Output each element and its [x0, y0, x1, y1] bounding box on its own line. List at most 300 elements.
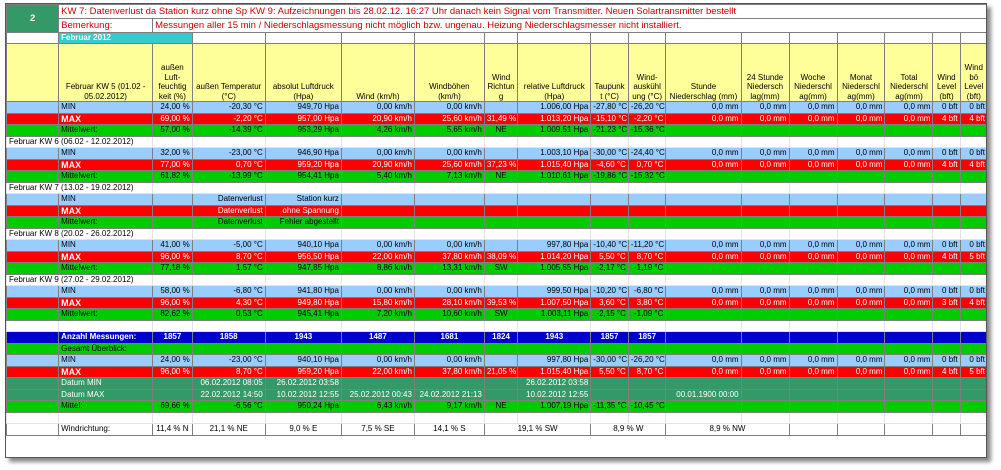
cell[interactable] [591, 343, 629, 355]
cell[interactable] [741, 309, 789, 321]
cell[interactable]: 0,0 mm [885, 355, 933, 367]
cell[interactable] [741, 332, 789, 344]
cell[interactable] [341, 378, 414, 390]
cell[interactable] [885, 182, 933, 194]
cell[interactable] [7, 355, 59, 367]
cell[interactable] [885, 205, 933, 217]
cell[interactable] [7, 401, 59, 413]
cell[interactable] [341, 217, 414, 229]
cell[interactable]: 37,23 % [484, 159, 517, 171]
cell[interactable] [192, 412, 265, 424]
cell[interactable] [837, 412, 885, 424]
cell[interactable]: 0,0 mm [741, 159, 789, 171]
count-label[interactable]: Anzahl Messungen: [59, 332, 153, 344]
cell[interactable]: 22,00 km/h [341, 366, 414, 378]
row-label[interactable]: MIN [59, 102, 153, 114]
cell[interactable] [741, 274, 789, 286]
cell[interactable]: -6,56 °C [192, 401, 265, 413]
cell[interactable]: 22.02.2012 14:50 [192, 389, 265, 401]
cell[interactable]: 26.02.2012 03:58 [265, 378, 341, 390]
cell[interactable] [789, 401, 837, 413]
cell[interactable] [933, 320, 960, 332]
cell[interactable] [7, 297, 59, 309]
cell[interactable]: 0 bft [960, 240, 987, 252]
cell[interactable]: 997,80 Hpa [518, 240, 591, 252]
cell[interactable]: 1.010,61 Hpa [518, 171, 591, 183]
cell[interactable] [192, 33, 265, 44]
cell[interactable] [666, 332, 741, 344]
row-label[interactable]: MIN [59, 148, 153, 160]
cell[interactable]: 0,0 mm [885, 113, 933, 125]
cell[interactable] [837, 309, 885, 321]
cell[interactable]: 1.005,55 Hpa [518, 263, 591, 275]
cell[interactable] [666, 343, 741, 355]
cell[interactable] [741, 136, 789, 148]
cell[interactable] [484, 412, 517, 424]
cell[interactable]: 0,0 mm [885, 159, 933, 171]
column-header[interactable]: Wind-auskühl ung (°C) [628, 44, 666, 102]
cell[interactable] [837, 182, 885, 194]
cell[interactable] [7, 205, 59, 217]
cell[interactable]: 4,30 °C [192, 297, 265, 309]
row-label[interactable]: Mittelwert: [59, 125, 153, 137]
column-header[interactable]: Wind Level (bft) [933, 44, 960, 102]
cell[interactable] [153, 378, 193, 390]
cell[interactable] [960, 309, 987, 321]
cell[interactable] [789, 205, 837, 217]
cell[interactable] [414, 320, 484, 332]
cell[interactable]: 0,0 mm [741, 240, 789, 252]
cell[interactable]: 82,62 % [153, 309, 193, 321]
row-label[interactable]: Mittel: [59, 401, 153, 413]
cell[interactable]: 0,0 mm [837, 366, 885, 378]
row-label[interactable]: MIN [59, 194, 153, 206]
cell[interactable]: -10,20 °C [591, 286, 629, 298]
cell[interactable]: -19,86 °C [591, 171, 629, 183]
cell[interactable] [960, 389, 987, 401]
cell[interactable] [789, 343, 837, 355]
cell[interactable]: -30,00 °C [591, 355, 629, 367]
row-label[interactable]: MIN [59, 355, 153, 367]
cell[interactable] [414, 412, 484, 424]
cell[interactable] [628, 194, 666, 206]
cell[interactable] [837, 343, 885, 355]
cell[interactable]: 953,29 Hpa [265, 125, 341, 137]
row-label[interactable]: Mittelwert: [59, 171, 153, 183]
remark-label[interactable]: Bemerkung: [59, 19, 153, 33]
cell[interactable]: 0,0 mm [666, 251, 741, 263]
cell[interactable] [837, 217, 885, 229]
cell[interactable]: 0,0 mm [837, 286, 885, 298]
cell[interactable]: 7,20 km/h [341, 309, 414, 321]
cell[interactable] [666, 274, 741, 286]
cell[interactable] [960, 182, 987, 194]
cell[interactable] [933, 194, 960, 206]
cell[interactable] [7, 332, 59, 344]
cell[interactable] [933, 171, 960, 183]
cell[interactable]: 1858 [192, 332, 265, 344]
cell[interactable] [837, 205, 885, 217]
cell[interactable] [741, 194, 789, 206]
cell[interactable]: 69,66 % [153, 401, 193, 413]
cell[interactable]: 0,0 mm [885, 102, 933, 114]
cell[interactable]: 940,10 Hpa [265, 240, 341, 252]
cell[interactable] [591, 217, 629, 229]
cell[interactable] [7, 424, 59, 436]
cell[interactable] [789, 136, 837, 148]
cell[interactable]: 959,20 Hpa [265, 366, 341, 378]
cell[interactable] [789, 320, 837, 332]
cell[interactable] [933, 228, 960, 240]
cell[interactable] [265, 136, 341, 148]
cell[interactable]: 1.009,51 Hpa [518, 125, 591, 137]
week-title[interactable]: Februar KW 8 (20.02 - 26.02.2012) [7, 228, 153, 240]
cell[interactable] [153, 389, 193, 401]
cell[interactable]: 5 bft [960, 366, 987, 378]
cell[interactable] [192, 320, 265, 332]
spreadsheet[interactable] [5, 3, 987, 458]
cell[interactable] [628, 274, 666, 286]
cell[interactable] [960, 228, 987, 240]
cell[interactable]: 25,60 km/h [414, 113, 484, 125]
cell[interactable] [518, 412, 591, 424]
cell[interactable] [628, 33, 666, 44]
row-label[interactable]: MIN [59, 286, 153, 298]
cell[interactable] [960, 205, 987, 217]
cell[interactable]: 57,00 % [153, 125, 193, 137]
cell[interactable]: 8,70 °C [192, 251, 265, 263]
cell[interactable]: 00.01.1900 00:00 [666, 389, 741, 401]
cell[interactable] [7, 378, 59, 390]
column-header[interactable]: absolut Luftdruck (Hpa) [265, 44, 341, 102]
cell[interactable]: 0,0 mm [789, 355, 837, 367]
cell[interactable]: 5 bft [960, 251, 987, 263]
cell[interactable] [885, 136, 933, 148]
cell[interactable] [484, 182, 517, 194]
cell[interactable] [414, 33, 484, 44]
cell[interactable] [414, 274, 484, 286]
cell[interactable]: 1.015,40 Hpa [518, 159, 591, 171]
cell[interactable]: -27,80 °C [591, 102, 629, 114]
cell[interactable] [484, 274, 517, 286]
column-header[interactable]: Wind Richtun g [484, 44, 517, 102]
cell[interactable] [960, 217, 987, 229]
cell[interactable] [484, 217, 517, 229]
cell[interactable]: 0,70 °C [628, 159, 666, 171]
cell[interactable]: 0,0 mm [789, 297, 837, 309]
cell[interactable]: 20,90 km/h [341, 159, 414, 171]
cell[interactable]: 0,0 mm [666, 113, 741, 125]
cell[interactable] [933, 125, 960, 137]
cell[interactable] [960, 263, 987, 275]
week-title[interactable]: Februar KW 6 (06.02 - 12.02.2012) [7, 136, 153, 148]
cell[interactable] [518, 205, 591, 217]
cell[interactable]: 1857 [628, 332, 666, 344]
cell[interactable]: 41,00 % [153, 240, 193, 252]
cell[interactable] [484, 355, 517, 367]
cell[interactable] [837, 263, 885, 275]
column-header[interactable]: relative Luftdruck (Hpa) [518, 44, 591, 102]
cell[interactable]: 4,26 km/h [341, 125, 414, 137]
cell[interactable]: ohne Spannung [265, 205, 341, 217]
cell[interactable]: 946,90 Hpa [265, 148, 341, 160]
column-header[interactable]: Total Niederschl ag(mm) [885, 44, 933, 102]
cell[interactable]: 0 bft [933, 355, 960, 367]
cell[interactable]: 0,00 km/h [341, 240, 414, 252]
cell[interactable] [265, 33, 341, 44]
cell[interactable]: 26.02.2012 03:58 [518, 378, 591, 390]
cell[interactable]: 0,00 km/h [414, 240, 484, 252]
cell[interactable] [591, 33, 629, 44]
cell[interactable]: 4 bft [960, 297, 987, 309]
cell[interactable]: 4 bft [933, 251, 960, 263]
cell[interactable] [153, 228, 193, 240]
cell[interactable]: 24.02.2012 21:13 [414, 389, 484, 401]
cell[interactable]: 0,0 mm [666, 102, 741, 114]
cell[interactable]: 0 bft [933, 286, 960, 298]
cell[interactable]: 15,80 km/h [341, 297, 414, 309]
cell[interactable] [960, 33, 987, 44]
cell[interactable]: 0,0 mm [789, 251, 837, 263]
cell[interactable] [628, 343, 666, 355]
cell[interactable] [666, 205, 741, 217]
cell[interactable]: 06.02.2012 08:05 [192, 378, 265, 390]
cell[interactable]: 4 bft [960, 113, 987, 125]
cell[interactable] [666, 263, 741, 275]
remark-line-1[interactable]: KW 7: Datenverlust da Station kurz ohne Sp KW 9: Aufzeichnungen bis 28.02.12. 16:27 Uhr danach kein Signal vom Transmitter. Neuen Solartransmitter bestellt [59, 5, 987, 19]
cell[interactable] [885, 125, 933, 137]
row-label[interactable]: MAX [59, 366, 153, 378]
cell[interactable]: 13,31 km/h [414, 263, 484, 275]
cell[interactable] [789, 274, 837, 286]
cell[interactable] [7, 412, 59, 424]
cell[interactable] [741, 125, 789, 137]
cell[interactable]: 1,57 °C [192, 263, 265, 275]
cell[interactable]: 1.003,10 Hpa [518, 148, 591, 160]
cell[interactable]: 5,65 km/h [414, 125, 484, 137]
cell[interactable]: 0,00 km/h [414, 286, 484, 298]
cell[interactable] [960, 412, 987, 424]
cell[interactable] [960, 136, 987, 148]
cell[interactable] [741, 378, 789, 390]
cell[interactable]: 1824 [484, 332, 517, 344]
cell[interactable] [7, 240, 59, 252]
cell[interactable] [628, 389, 666, 401]
cell[interactable] [153, 182, 193, 194]
cell[interactable] [153, 194, 193, 206]
cell[interactable] [666, 412, 741, 424]
cell[interactable] [933, 378, 960, 390]
cell[interactable]: -26,20 °C [628, 355, 666, 367]
column-header[interactable]: Windböhen (km/h) [414, 44, 484, 102]
cell[interactable] [518, 274, 591, 286]
cell[interactable] [789, 378, 837, 390]
cell[interactable] [741, 182, 789, 194]
cell[interactable] [484, 240, 517, 252]
cell[interactable]: -10,40 °C [591, 240, 629, 252]
cell[interactable] [591, 136, 629, 148]
cell[interactable] [153, 205, 193, 217]
week-header[interactable]: Februar KW 5 (01.02 - 05.02.2012) [59, 44, 153, 102]
cell[interactable]: -30,00 °C [591, 148, 629, 160]
cell[interactable] [933, 309, 960, 321]
cell[interactable]: 0,0 mm [837, 102, 885, 114]
cell[interactable]: 949,80 Hpa [265, 297, 341, 309]
row-label[interactable]: MIN [59, 240, 153, 252]
cell[interactable] [7, 389, 59, 401]
cell[interactable] [265, 182, 341, 194]
week-title[interactable]: Februar KW 9 (27.02 - 29.02.2012) [7, 274, 153, 286]
cell[interactable] [341, 136, 414, 148]
cell[interactable] [7, 44, 59, 102]
cell[interactable] [885, 171, 933, 183]
cell[interactable]: 0,0 mm [885, 297, 933, 309]
cell[interactable]: 1.014,20 Hpa [518, 251, 591, 263]
cell[interactable] [960, 125, 987, 137]
cell[interactable] [518, 33, 591, 44]
cell[interactable] [885, 217, 933, 229]
cell[interactable] [666, 182, 741, 194]
cell[interactable] [933, 136, 960, 148]
row-label[interactable]: Mittelwert: [59, 309, 153, 321]
cell[interactable] [666, 125, 741, 137]
cell[interactable]: 1857 [591, 332, 629, 344]
cell[interactable] [518, 217, 591, 229]
cell[interactable] [7, 125, 59, 137]
cell[interactable]: 0,00 km/h [341, 102, 414, 114]
cell[interactable] [789, 194, 837, 206]
cell[interactable]: 8,70 °C [628, 251, 666, 263]
cell[interactable] [885, 320, 933, 332]
cell[interactable]: 21,1 % NE [192, 424, 265, 436]
cell[interactable]: -6,80 °C [628, 286, 666, 298]
cell[interactable]: 1.006,00 Hpa [518, 102, 591, 114]
cell[interactable] [885, 263, 933, 275]
cell[interactable]: 1.007,50 Hpa [518, 297, 591, 309]
cell[interactable]: 11,4 % N [153, 424, 193, 436]
cell[interactable] [885, 33, 933, 44]
cell[interactable]: 0,0 mm [666, 148, 741, 160]
cell[interactable]: 0,00 km/h [414, 102, 484, 114]
cell[interactable] [265, 228, 341, 240]
cell[interactable] [885, 401, 933, 413]
cell[interactable]: -15,10 °C [591, 113, 629, 125]
cell[interactable]: -2,15 °C [591, 309, 629, 321]
cell[interactable]: 0 bft [960, 148, 987, 160]
cell[interactable]: SW [484, 309, 517, 321]
cell[interactable] [960, 194, 987, 206]
row-label[interactable]: Mittelwert: [59, 217, 153, 229]
cell[interactable]: 6,43 km/h [341, 401, 414, 413]
cell[interactable] [341, 228, 414, 240]
cell[interactable] [837, 424, 885, 436]
cell[interactable]: 0,0 mm [789, 366, 837, 378]
cell[interactable] [885, 274, 933, 286]
cell[interactable]: 0,0 mm [837, 355, 885, 367]
cell[interactable]: -26,20 °C [628, 102, 666, 114]
cell[interactable]: 957,00 Hpa [265, 113, 341, 125]
cell[interactable] [789, 182, 837, 194]
cell[interactable]: 8,70 °C [628, 366, 666, 378]
cell[interactable] [933, 332, 960, 344]
cell[interactable]: 0,0 mm [666, 366, 741, 378]
cell[interactable] [591, 194, 629, 206]
cell[interactable]: 0,0 mm [837, 297, 885, 309]
cell[interactable] [414, 378, 484, 390]
column-header[interactable]: außen Luft-feuchtig keit (%) [153, 44, 193, 102]
cell[interactable] [885, 389, 933, 401]
cell[interactable] [741, 228, 789, 240]
cell[interactable] [341, 274, 414, 286]
cell[interactable] [789, 171, 837, 183]
cell[interactable]: 945,41 Hpa [265, 309, 341, 321]
cell[interactable] [933, 205, 960, 217]
cell[interactable]: -2,17 °C [591, 263, 629, 275]
cell[interactable] [7, 194, 59, 206]
column-header[interactable]: Taupunk t (°C) [591, 44, 629, 102]
cell[interactable]: 999,50 Hpa [518, 286, 591, 298]
cell[interactable]: 0 bft [933, 148, 960, 160]
cell[interactable]: 0,00 km/h [341, 148, 414, 160]
cell[interactable]: 1487 [341, 332, 414, 344]
cell[interactable] [837, 171, 885, 183]
cell[interactable]: -24,40 °C [628, 148, 666, 160]
cell[interactable] [933, 424, 960, 436]
cell[interactable] [414, 343, 484, 355]
cell[interactable]: 14,1 % S [414, 424, 484, 436]
cell[interactable] [153, 136, 193, 148]
cell[interactable] [885, 378, 933, 390]
cell[interactable]: 39,53 % [484, 297, 517, 309]
cell[interactable]: 1943 [518, 332, 591, 344]
cell[interactable]: 1.007,19 Hpa [518, 401, 591, 413]
cell[interactable] [7, 309, 59, 321]
cell[interactable] [265, 412, 341, 424]
cell[interactable]: 0,0 mm [885, 240, 933, 252]
cell[interactable] [484, 136, 517, 148]
cell[interactable] [341, 33, 414, 44]
cell[interactable] [7, 171, 59, 183]
cell[interactable]: 0,0 mm [837, 113, 885, 125]
cell[interactable] [518, 228, 591, 240]
cell[interactable] [7, 33, 59, 44]
cell[interactable] [414, 194, 484, 206]
cell[interactable]: 4 bft [933, 159, 960, 171]
cell[interactable]: -10,45 °C [628, 401, 666, 413]
cell[interactable] [960, 332, 987, 344]
cell[interactable] [192, 136, 265, 148]
month-label[interactable]: Februar 2012 [59, 33, 193, 44]
cell[interactable]: 0,0 mm [666, 286, 741, 298]
cell[interactable]: 96,00 % [153, 251, 193, 263]
cell[interactable] [341, 205, 414, 217]
cell[interactable]: 5,40 km/h [341, 171, 414, 183]
column-header[interactable]: Woche Niederschl ag(mm) [789, 44, 837, 102]
cell[interactable] [265, 320, 341, 332]
cell[interactable] [7, 286, 59, 298]
cell[interactable]: Station kurz [265, 194, 341, 206]
cell[interactable]: 10.02.2012 12:55 [518, 389, 591, 401]
cell[interactable]: 77,00 % [153, 159, 193, 171]
cell[interactable]: -11,35 °C [591, 401, 629, 413]
cell[interactable] [837, 389, 885, 401]
cell[interactable]: 20,90 km/h [341, 113, 414, 125]
cell[interactable] [484, 389, 517, 401]
cell[interactable] [789, 263, 837, 275]
cell[interactable]: 0,0 mm [789, 148, 837, 160]
cell[interactable] [518, 320, 591, 332]
cell[interactable] [933, 343, 960, 355]
